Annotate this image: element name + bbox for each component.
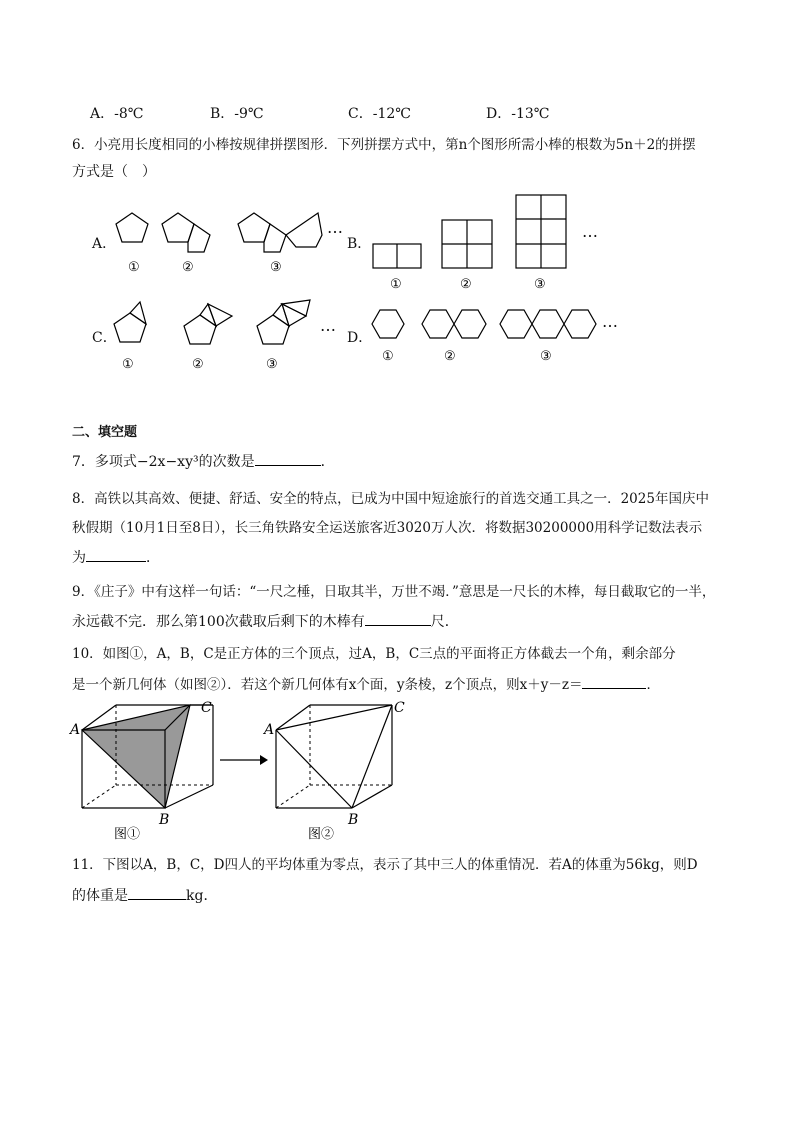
q6-d-ellipsis: … bbox=[602, 312, 618, 331]
q8-tail: ． bbox=[146, 550, 160, 566]
q9-tail: 尺． bbox=[430, 614, 459, 630]
pentagon-shape bbox=[264, 224, 286, 252]
triangle-shape bbox=[273, 304, 289, 326]
q10-fig1-caption: 图① bbox=[114, 827, 141, 842]
q6-stem-line2: 方式是（ ） bbox=[72, 164, 156, 180]
pentagon-shape bbox=[286, 213, 322, 247]
q10-answer-blank[interactable] bbox=[582, 674, 646, 689]
q6-option-b-label: B． bbox=[347, 236, 372, 252]
q11-line2 bbox=[72, 885, 217, 906]
q6-stem-line1: 6．小亮用长度相同的小棒按规律拼摆图形．下列拼摆方式中，第n个图形所需小棒的根数为5n＋2的拼摆 bbox=[72, 137, 696, 153]
q6-b-num3: ③ bbox=[534, 277, 546, 292]
pentagon-shape bbox=[184, 315, 216, 344]
q6-a-num3: ③ bbox=[270, 260, 282, 275]
q7-tail: ． bbox=[320, 454, 335, 470]
q6-option-a-figure bbox=[110, 205, 330, 275]
q7-answer-blank[interactable] bbox=[255, 451, 321, 466]
hexagon-shape bbox=[564, 310, 596, 338]
q6-option-a-label: A． bbox=[92, 236, 117, 252]
q6-option-d-figure bbox=[370, 302, 600, 366]
q6-a-num1: ① bbox=[128, 260, 140, 275]
q7-stem bbox=[72, 451, 335, 472]
q10-f2-label-b: B bbox=[348, 812, 359, 828]
q6-option-c-label: C． bbox=[92, 330, 117, 346]
q6-b-ellipsis: … bbox=[582, 222, 598, 241]
hexagon-shape bbox=[422, 310, 454, 338]
q9-answer-blank[interactable] bbox=[365, 611, 431, 626]
q10-f2-label-a: A bbox=[264, 722, 275, 738]
q6-option-b-figure bbox=[370, 192, 580, 292]
pentagon-shape bbox=[114, 313, 146, 342]
q6-a-num2: ② bbox=[182, 260, 194, 275]
q8-line2: 秋假期（10月1日至8日），长三角铁路安全运送旅客近3020万人次．将数据30200000用科学记数法表示 bbox=[72, 520, 703, 536]
q5-option-c: C．-12℃ bbox=[348, 106, 411, 122]
pentagon-shape bbox=[116, 213, 148, 242]
q6-d-num1: ① bbox=[382, 349, 394, 364]
triangle-shape bbox=[282, 304, 306, 326]
q10-f1-label-c: C bbox=[201, 700, 212, 716]
triangle-shape bbox=[282, 300, 310, 316]
hexagon-shape bbox=[454, 310, 486, 338]
q6-a-ellipsis: … bbox=[327, 218, 343, 237]
hexagon-shape bbox=[500, 310, 532, 338]
q6-b-num2: ② bbox=[460, 277, 472, 292]
q10-f1-label-b: B bbox=[159, 812, 170, 828]
q10-f1-label-a: A bbox=[70, 722, 81, 738]
q10-figure-2 bbox=[262, 700, 422, 842]
q10-fig2-caption: 图② bbox=[308, 827, 335, 842]
q6-d-num2: ② bbox=[444, 349, 456, 364]
q10-line1: 10．如图①，A，B，C是正方体的三个顶点，过A，B，C三点的平面将正方体截去一个角，剩余部分 bbox=[72, 646, 676, 662]
q10-tail: ． bbox=[646, 677, 660, 693]
arrow-icon bbox=[218, 752, 268, 768]
hexagon-shape bbox=[372, 310, 404, 338]
q10-f2-label-c: C bbox=[394, 700, 405, 716]
q6-option-c-figure bbox=[108, 298, 328, 373]
q6-c-num2: ② bbox=[192, 357, 204, 372]
q10-line2-head: 是一个新几何体（如图②）．若这个新几何体有x个面，y条棱，z个顶点，则x＋y－z＝ bbox=[72, 677, 583, 693]
q5-option-a: A．-8℃ bbox=[90, 106, 144, 122]
q8-line3-head: 为 bbox=[72, 550, 86, 566]
q8-line1: 8．高铁以其高效、便捷、舒适、安全的特点，已成为中国中短途旅行的首选交通工具之一．2025年国庆中 bbox=[72, 491, 709, 507]
pentagon-shape bbox=[257, 315, 289, 344]
pentagon-shape bbox=[188, 224, 210, 252]
q6-option-d-label: D． bbox=[347, 330, 373, 346]
q8-line3 bbox=[72, 547, 160, 568]
section-title: 二、填空题 bbox=[72, 425, 138, 440]
q9-line2 bbox=[72, 611, 459, 632]
q5-option-d: D．-13℃ bbox=[486, 106, 550, 122]
q6-d-num3: ③ bbox=[540, 349, 552, 364]
triangle-shape bbox=[130, 302, 146, 324]
q5-option-b: B．-9℃ bbox=[210, 106, 264, 122]
q6-c-ellipsis: … bbox=[320, 316, 336, 335]
q11-tail: kg． bbox=[186, 888, 218, 904]
q9-line2-head: 永远截不完．那么第100次截取后剩下的木棒有 bbox=[72, 614, 365, 630]
q10-figure-1 bbox=[68, 700, 228, 842]
q7-text: 7．多项式−2x−xy³的次数是 bbox=[72, 454, 255, 470]
q9-line1: 9．《庄子》中有这样一句话：“一尺之棰，日取其半，万世不竭．”意思是一尺长的木棒，每日截取它的一半， bbox=[72, 584, 716, 600]
hexagon-shape bbox=[532, 310, 564, 338]
q10-line2 bbox=[72, 674, 660, 695]
q11-line2-head: 的体重是 bbox=[72, 888, 128, 904]
q6-b-num1: ① bbox=[390, 277, 402, 292]
q11-line1: 11．下图以A，B，C，D四人的平均体重为零点，表示了其中三人的体重情况．若A的体重为56kg，则D bbox=[72, 857, 698, 873]
q6-c-num3: ③ bbox=[266, 357, 278, 372]
q11-answer-blank[interactable] bbox=[128, 885, 186, 900]
q8-answer-blank[interactable] bbox=[86, 547, 146, 562]
q6-c-num1: ① bbox=[122, 357, 134, 372]
